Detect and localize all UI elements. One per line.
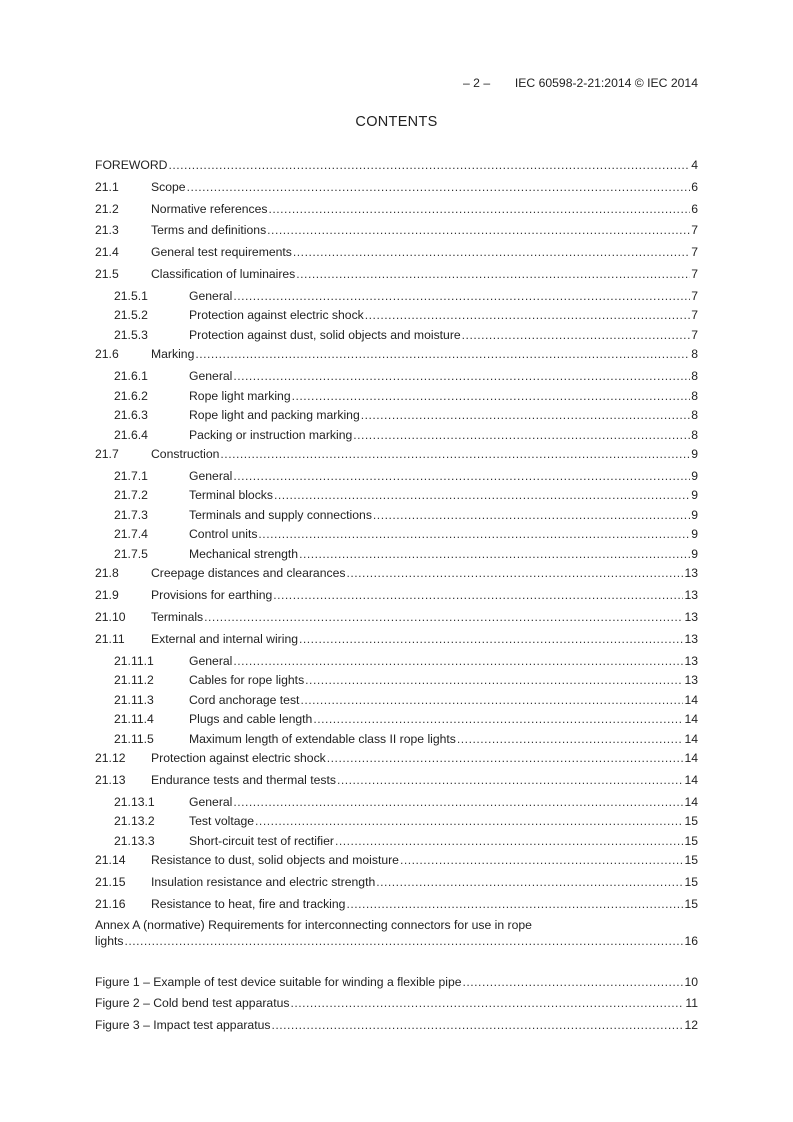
dot-leader <box>204 609 683 625</box>
dot-leader <box>376 874 683 890</box>
toc-entry-text-cont: lights <box>95 933 124 948</box>
toc-entry-page: 14 <box>684 751 698 766</box>
toc-entry-number: 21.5.3 <box>114 327 148 342</box>
dot-leader <box>373 507 690 523</box>
toc-entry-page: 4 <box>691 158 698 172</box>
toc-entry-page: 14 <box>684 772 698 787</box>
toc-entry-number: 21.11.1 <box>114 653 154 668</box>
toc-entry-number: 21.7.2 <box>114 488 148 503</box>
toc-entry-number: 21.13.1 <box>114 794 155 809</box>
toc-entry-text: Packing or instruction marking <box>189 427 353 442</box>
figure-entry-page: 10 <box>684 974 698 989</box>
toc-entry-text: Provisions for earthing <box>151 588 273 603</box>
page-header <box>95 76 698 92</box>
toc-entry-number: 21.6 <box>95 347 119 362</box>
toc-entry-page: 15 <box>684 833 698 848</box>
toc-entry-number: 21.1 <box>95 179 119 194</box>
toc-entry[interactable] <box>95 288 698 308</box>
page-title: CONTENTS <box>355 114 438 130</box>
toc-entry-number: 21.12 <box>95 751 126 766</box>
dot-leader <box>290 995 684 1011</box>
toc-entry[interactable] <box>95 546 698 566</box>
dot-leader <box>233 794 683 810</box>
toc-entry-page: 7 <box>691 245 698 260</box>
toc-entry-number: 21.7 <box>95 447 119 462</box>
toc-entry-number: 21.5.2 <box>114 308 148 323</box>
figure-entry[interactable] <box>95 974 698 996</box>
dot-leader <box>361 407 690 423</box>
toc-entry-number: 21.10 <box>95 609 126 624</box>
toc-entry-number: 21.11.5 <box>114 731 154 746</box>
figure-entry-text: Figure 2 – Cold bend test apparatus <box>95 996 290 1011</box>
toc-entry-text: Rope light marking <box>189 388 291 403</box>
dot-leader <box>300 692 683 708</box>
toc-entry-page: 8 <box>691 347 698 362</box>
toc-entry-page: 8 <box>691 369 698 384</box>
toc-entry-number: 21.6.1 <box>114 369 148 384</box>
toc-entry-text: Resistance to dust, solid objects and moisture <box>151 853 399 868</box>
toc-entry-text: Scope <box>151 179 186 194</box>
dot-leader <box>335 833 684 849</box>
toc-entry-text: Mechanical strength <box>189 546 299 561</box>
toc-entry-page: 14 <box>684 692 698 707</box>
dot-leader <box>463 974 684 990</box>
toc-entry-number: 21.6.3 <box>114 408 148 423</box>
toc-entry-text: Creepage distances and clearances <box>151 566 346 581</box>
page-number: – 2 – <box>463 76 491 90</box>
toc-entry-annex[interactable] <box>95 918 698 960</box>
toc-entry-number: 21.5 <box>95 266 119 281</box>
toc-entry[interactable] <box>95 731 698 751</box>
toc-entry-page: 7 <box>691 266 698 281</box>
dot-leader <box>168 157 690 173</box>
toc-entry-number: 21.3 <box>95 223 119 238</box>
toc-entry-text: General <box>189 653 233 668</box>
toc-entries <box>95 179 698 918</box>
toc-entry-page: 15 <box>684 853 698 868</box>
dot-leader <box>299 546 690 562</box>
toc-entry-text: Annex A (normative) Requirements for interconnecting connectors for use in rope <box>95 917 532 932</box>
toc-entry[interactable] <box>95 526 698 546</box>
toc-entry[interactable] <box>95 750 698 772</box>
toc-entry-text: Terms and definitions <box>151 223 267 238</box>
dot-leader <box>273 587 683 603</box>
toc-entry[interactable] <box>95 201 698 223</box>
toc-entry-text: Rope light and packing marking <box>189 408 360 423</box>
toc-entry-text: Cables for rope lights <box>189 673 305 688</box>
toc-entry-page: 9 <box>691 507 698 522</box>
dot-leader <box>457 731 684 747</box>
toc-entry-page: 8 <box>691 408 698 423</box>
toc-entry-page: 16 <box>684 933 698 948</box>
toc-entry-text: Maximum length of extendable class II rope lights <box>189 731 456 746</box>
toc-entry-page: 8 <box>691 388 698 403</box>
toc-entry-number: 21.7.3 <box>114 507 148 522</box>
dot-leader <box>233 653 683 669</box>
toc-entry-text: Control units <box>189 527 258 542</box>
dot-leader <box>293 244 690 260</box>
toc-entry[interactable] <box>95 179 698 201</box>
dot-leader <box>233 288 690 304</box>
toc-entry-page: 9 <box>691 447 698 462</box>
toc-entry-number: 21.6.4 <box>114 427 148 442</box>
toc-entry-number: 21.9 <box>95 588 119 603</box>
toc-entry-number: 21.11.2 <box>114 673 154 688</box>
toc-entry-text: Construction <box>151 447 220 462</box>
toc-entry-foreword[interactable] <box>95 157 698 179</box>
toc-entry[interactable] <box>95 833 698 853</box>
toc-entry-page: 15 <box>684 814 698 829</box>
dot-leader <box>296 266 690 282</box>
toc-entry[interactable] <box>95 672 698 692</box>
dot-leader <box>327 750 684 766</box>
toc-entry-text: General <box>189 288 233 303</box>
dot-leader <box>400 852 683 868</box>
toc-entry[interactable] <box>95 468 698 488</box>
dot-leader <box>353 427 690 443</box>
toc-entry-text: Marking <box>151 347 195 362</box>
toc-entry-page: 15 <box>684 874 698 889</box>
toc-entry[interactable] <box>95 244 698 266</box>
toc-entry[interactable] <box>95 427 698 447</box>
toc-entry-page: 14 <box>684 794 698 809</box>
toc-entry[interactable] <box>95 222 698 244</box>
toc-entry[interactable] <box>95 813 698 833</box>
list-of-figures <box>95 974 698 1039</box>
toc-entry-text: Protection against electric shock <box>189 308 364 323</box>
figure-entry[interactable] <box>95 995 698 1017</box>
toc-entry-page: 13 <box>684 631 698 646</box>
toc-entry-text: Protection against dust, solid objects and moisture <box>189 327 461 342</box>
toc-entry-page: 13 <box>684 588 698 603</box>
dot-leader <box>313 711 683 727</box>
toc-entry-text: Short-circuit test of rectifier <box>189 833 334 848</box>
toc-entry-text: Endurance tests and thermal tests <box>151 772 336 787</box>
dot-leader <box>258 526 690 542</box>
toc-entry-page: 6 <box>691 201 698 216</box>
standard-reference: IEC 60598-2-21:2014 © IEC 2014 <box>514 76 698 90</box>
dot-leader <box>220 446 690 462</box>
toc-entry-text: Terminals and supply connections <box>189 507 372 522</box>
toc-entry-page: 7 <box>691 327 698 342</box>
toc-entry-number: 21.11.3 <box>114 692 154 707</box>
toc-entry[interactable] <box>95 368 698 388</box>
toc-entry-page: 7 <box>691 288 698 303</box>
toc-entry-text: Plugs and cable length <box>189 712 313 727</box>
toc-entry[interactable] <box>95 772 698 794</box>
dot-leader <box>365 307 690 323</box>
toc-entry-text: General test requirements <box>151 245 292 260</box>
toc-entry[interactable] <box>95 609 698 631</box>
toc-entry-page: 13 <box>684 653 698 668</box>
dot-leader <box>267 222 690 238</box>
figure-entry-page: 12 <box>684 1018 698 1033</box>
toc-entry-text: FOREWORD <box>95 158 168 172</box>
toc-entry-number: 21.7.4 <box>114 527 148 542</box>
toc-entry-page: 9 <box>691 488 698 503</box>
toc-entry[interactable] <box>95 388 698 408</box>
toc-entry-text: Protection against electric shock <box>151 751 326 766</box>
dot-leader <box>269 201 691 217</box>
dot-leader <box>271 1017 683 1033</box>
toc-entry[interactable] <box>95 794 698 814</box>
toc-entry-number: 21.13 <box>95 772 126 787</box>
toc-entry-page: 9 <box>691 527 698 542</box>
toc-entry-number: 21.7.1 <box>114 468 148 483</box>
toc-entry-page: 6 <box>691 179 698 194</box>
dot-leader <box>124 933 683 949</box>
dot-leader <box>187 179 691 195</box>
toc-entry-text: Terminal blocks <box>189 488 273 503</box>
table-of-contents <box>95 157 698 1039</box>
toc-entry-text: External and internal wiring <box>151 631 299 646</box>
toc-entry[interactable] <box>95 407 698 427</box>
dot-leader <box>195 346 690 362</box>
toc-entry-text: General <box>189 468 233 483</box>
dot-leader <box>274 487 690 503</box>
toc-entry-page: 9 <box>691 468 698 483</box>
toc-entry-text: Test voltage <box>189 814 255 829</box>
dot-leader <box>346 896 683 912</box>
toc-entry-number: 21.8 <box>95 566 119 581</box>
toc-entry[interactable] <box>95 874 698 896</box>
dot-leader <box>305 672 683 688</box>
toc-entry-number: 21.13.2 <box>114 814 155 829</box>
toc-entry[interactable] <box>95 307 698 327</box>
toc-entry-number: 21.11 <box>95 631 125 646</box>
toc-entry-number: 21.11.4 <box>114 712 154 727</box>
toc-entry-page: 7 <box>691 223 698 238</box>
toc-entry[interactable] <box>95 565 698 587</box>
dot-leader <box>337 772 683 788</box>
dot-leader <box>346 565 683 581</box>
toc-entry[interactable] <box>95 507 698 527</box>
toc-entry[interactable] <box>95 446 698 468</box>
toc-entry-page: 13 <box>684 609 698 624</box>
figure-entry-page: 11 <box>685 996 698 1011</box>
toc-entry-text: General <box>189 794 233 809</box>
toc-entry-page: 7 <box>691 308 698 323</box>
toc-entry-text: Normative references <box>151 201 268 216</box>
dot-leader <box>255 813 683 829</box>
toc-entry-number: 21.4 <box>95 245 119 260</box>
toc-entry-text: Resistance to heat, fire and tracking <box>151 896 346 911</box>
figure-entry-text: Figure 3 – Impact test apparatus <box>95 1018 271 1033</box>
toc-entry-number: 21.5.1 <box>114 288 148 303</box>
toc-entry-page: 14 <box>684 712 698 727</box>
toc-entry-number: 21.7.5 <box>114 546 148 561</box>
toc-entry-page: 8 <box>691 427 698 442</box>
toc-entry[interactable] <box>95 587 698 609</box>
toc-entry[interactable] <box>95 711 698 731</box>
toc-entry[interactable] <box>95 896 698 918</box>
dot-leader <box>233 368 690 384</box>
toc-entry-page: 13 <box>684 566 698 581</box>
toc-entry-number: 21.2 <box>95 201 119 216</box>
toc-entry[interactable] <box>95 852 698 874</box>
toc-entry-text: Terminals <box>151 609 204 624</box>
toc-entry-text: Cord anchorage test <box>189 692 300 707</box>
toc-entry-page: 13 <box>684 673 698 688</box>
toc-entry[interactable] <box>95 692 698 712</box>
toc-entry-page: 9 <box>691 546 698 561</box>
figure-entry-text: Figure 1 – Example of test device suitable for winding a flexible pipe <box>95 974 462 989</box>
toc-entry-text: Classification of luminaires <box>151 266 296 281</box>
toc-entry[interactable] <box>95 487 698 507</box>
dot-leader <box>292 388 691 404</box>
spacer <box>95 960 698 974</box>
dot-leader <box>299 631 683 647</box>
toc-entry-number: 21.13.3 <box>114 833 155 848</box>
toc-entry-number: 21.6.2 <box>114 388 148 403</box>
toc-entry[interactable] <box>95 631 698 653</box>
toc-entry[interactable] <box>95 266 698 288</box>
toc-entry-page: 14 <box>684 731 698 746</box>
dot-leader <box>462 327 691 343</box>
toc-entry[interactable] <box>95 346 698 368</box>
toc-entry-text: General <box>189 369 233 384</box>
toc-entry-text: Insulation resistance and electric strength <box>151 874 376 889</box>
toc-entry-number: 21.16 <box>95 896 126 911</box>
dot-leader <box>233 468 690 484</box>
toc-entry[interactable] <box>95 653 698 673</box>
figure-entry[interactable] <box>95 1017 698 1039</box>
toc-entry-number: 21.15 <box>95 874 126 889</box>
toc-entry-page: 15 <box>684 896 698 911</box>
toc-entry-number: 21.14 <box>95 853 126 868</box>
toc-entry[interactable] <box>95 327 698 347</box>
